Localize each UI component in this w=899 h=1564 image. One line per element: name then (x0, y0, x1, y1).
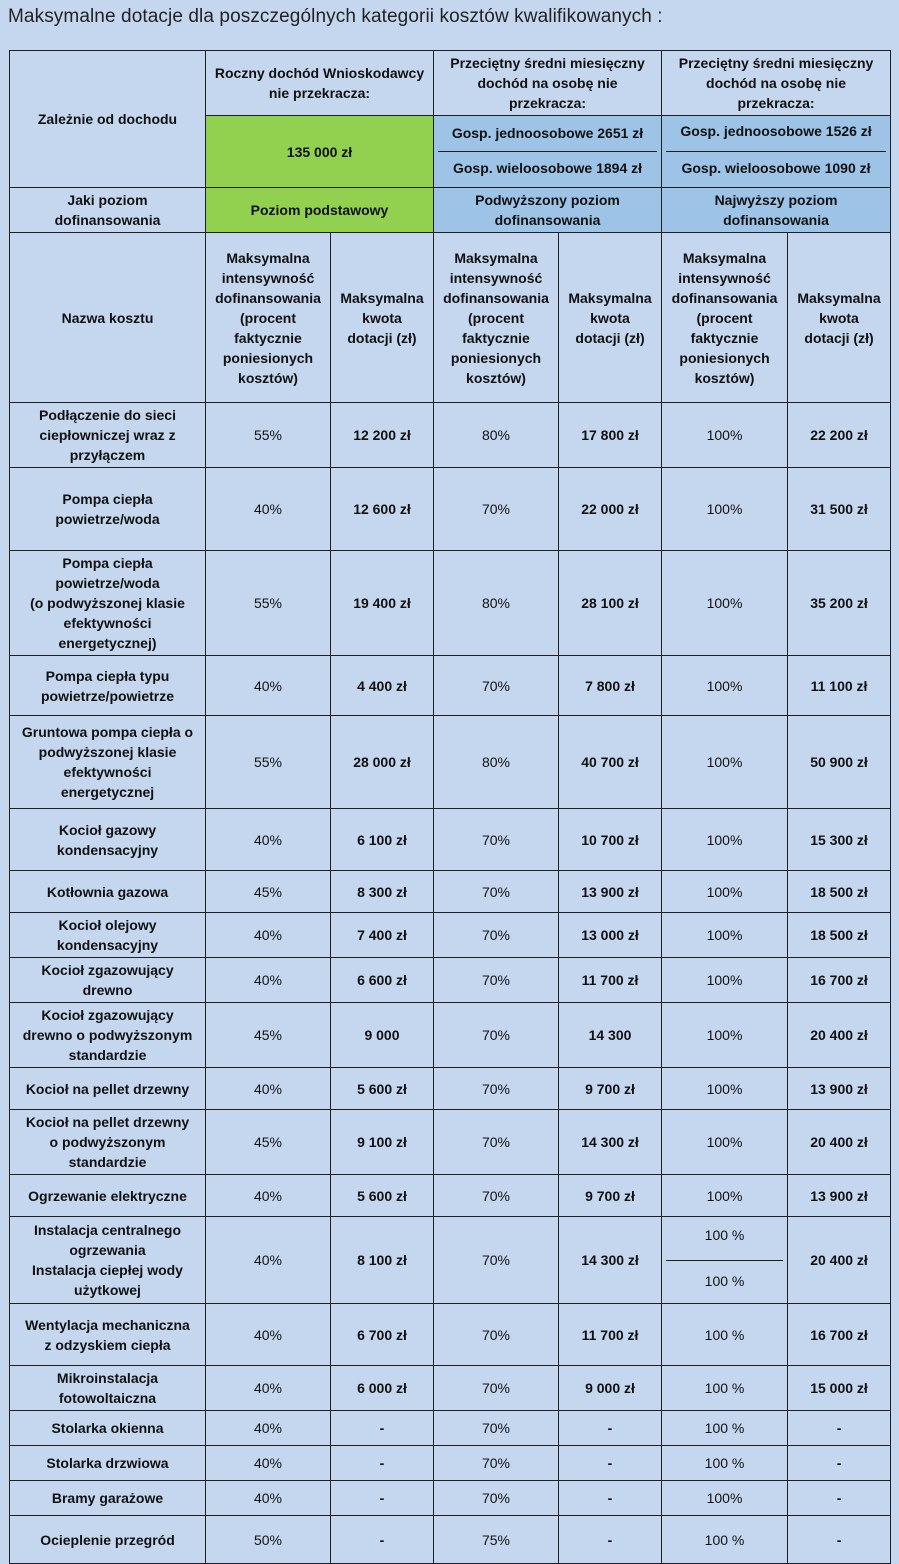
funding-level-label: Jaki poziom dofinansowania (10, 188, 206, 233)
raised-amount-cell: 14 300 zł (559, 1217, 662, 1304)
highest-intensity-cell: 100 % (662, 1411, 788, 1446)
raised-amount-cell: 13 900 zł (559, 871, 662, 913)
highest-amount-cell: - (788, 1481, 891, 1516)
basic-amount-cell: - (331, 1516, 434, 1564)
basic-amount-cell: 28 000 zł (331, 716, 434, 809)
income-threshold-basic: 135 000 zł (206, 116, 434, 188)
table-row (10, 809, 891, 871)
raised-amount-cell: 11 700 zł (559, 1304, 662, 1366)
basic-intensity-cell: 40% (206, 1446, 331, 1481)
level-raised: Podwyższony poziom dofinansowania (434, 188, 662, 233)
cost-name-line: powietrze/woda (55, 575, 160, 591)
cost-name-line: o podwyższonym (49, 1134, 166, 1150)
cost-name-line: kondensacyjny (56, 937, 159, 953)
cost-name-line: Kotłownia gazowa (46, 883, 169, 900)
raised-amount-cell: 28 100 zł (559, 551, 662, 656)
raised-amount-cell: - (559, 1481, 662, 1516)
cost-name-cell (10, 716, 206, 809)
cost-name-header: Nazwa kosztu (10, 233, 206, 403)
basic-amount-cell: 4 400 zł (331, 656, 434, 716)
basic-intensity-cell: 45% (206, 1110, 331, 1175)
highest-intensity-cell: 100% (662, 871, 788, 913)
cost-name-line: kondensacyjny (56, 841, 159, 858)
highest-amount-cell: 11 100 zł (788, 656, 891, 716)
basic-intensity-cell: 45% (206, 871, 331, 913)
cost-name-line: Stolarka okienna (51, 1420, 164, 1436)
basic-intensity-cell: 40% (206, 1411, 331, 1446)
highest-amount-cell: - (788, 1516, 891, 1564)
highest-amount-cell: 13 900 zł (788, 1175, 891, 1217)
income-threshold-highest: Gosp. jednoosobowe 1526 zł Gosp. wieloosobowe 1090 zł (662, 116, 891, 188)
highest-amount-cell: 31 500 zł (788, 468, 891, 551)
cost-name-cell (10, 1516, 206, 1564)
cost-name-cell (10, 1411, 206, 1446)
highest-intensity-cell: 100% (662, 1110, 788, 1175)
header-row-levels (10, 188, 891, 233)
header-line: dofinansowania (671, 289, 778, 306)
highest-intensity-cell: 100% (662, 809, 788, 871)
basic-amount-cell: 12 200 zł (331, 403, 434, 468)
cost-name-line: Kocioł olejowy (58, 917, 157, 933)
header-line: Maksymalna (454, 249, 538, 266)
highest-intensity-cell: 100% (662, 913, 788, 958)
highest-intensity-cell: 100% (662, 656, 788, 716)
header-line: kosztów) (694, 369, 755, 386)
raised-intensity-cell: 70% (434, 913, 559, 958)
highest-intensity-value: 100 % (666, 1219, 783, 1261)
basic-amount-cell: 6 100 zł (331, 809, 434, 871)
intensity-header-basic (206, 233, 331, 403)
amount-header-raised (559, 233, 662, 403)
raised-amount-cell: 9 700 zł (559, 1068, 662, 1110)
cost-name-line: powietrze/powietrze (40, 687, 175, 704)
raised-intensity-cell: 80% (434, 551, 559, 656)
basic-intensity-cell: 40% (206, 656, 331, 716)
cost-name-line: Kocioł zgazowujący (41, 962, 174, 978)
highest-amount-cell: 16 700 zł (788, 1304, 891, 1366)
basic-intensity-cell: 40% (206, 1175, 331, 1217)
cost-name-cell (10, 468, 206, 551)
annual-income-header: Roczny dochód Wnioskodawcy nie przekracza: (206, 51, 434, 116)
highest-amount-cell: 50 900 zł (788, 716, 891, 809)
basic-intensity-cell: 40% (206, 1366, 331, 1411)
level-basic: Poziom podstawowy (206, 188, 434, 233)
basic-intensity-cell: 50% (206, 1516, 331, 1564)
highest-amount-cell: 18 500 zł (788, 913, 891, 958)
raised-intensity-cell: 70% (434, 1217, 559, 1304)
basic-amount-cell: 7 400 zł (331, 913, 434, 958)
cost-name-line: Podłączenie do sieci (39, 407, 176, 423)
header-line: poniesionych (222, 349, 314, 366)
cost-name-line: przyłączem (69, 447, 146, 463)
basic-intensity-cell: 40% (206, 958, 331, 1003)
cost-name-cell (10, 871, 206, 913)
header-line: faktycznie (234, 329, 302, 346)
header-line: dotacji (zł) (347, 329, 417, 346)
highest-intensity-cell: 100% (662, 468, 788, 551)
raised-intensity-cell: 70% (434, 1411, 559, 1446)
header-line: Maksymalna (568, 289, 652, 306)
table-row (10, 1068, 891, 1110)
cost-name-line: Ocieplenie przegród (40, 1531, 175, 1548)
cost-name-cell (10, 1481, 206, 1516)
basic-intensity-cell: 40% (206, 1481, 331, 1516)
cost-name-line: energetycznej) (58, 635, 157, 651)
highest-intensity-cell: 100% (662, 1068, 788, 1110)
table-row (10, 1304, 891, 1366)
header-line: Maksymalna (682, 249, 767, 266)
cost-name-line: Wentylacja mechaniczna (25, 1316, 190, 1333)
highest-amount-cell: 15 300 zł (788, 809, 891, 871)
header-line: (procent (240, 309, 296, 326)
table-row (10, 1481, 891, 1516)
cost-name-line: Kocioł na pellet drzewny (25, 1080, 190, 1097)
cost-name-line: Pompa ciepła typu (45, 667, 170, 684)
highest-amount-cell: 22 200 zł (788, 403, 891, 468)
cost-name-cell (10, 809, 206, 871)
basic-amount-cell: - (331, 1481, 434, 1516)
cost-name-cell (10, 1003, 206, 1068)
cost-name-line: Ogrzewanie elektryczne (28, 1187, 187, 1204)
cost-name-line: fotowoltaiczna (58, 1390, 157, 1406)
raised-intensity-cell: 70% (434, 1366, 559, 1411)
cost-name-cell (10, 1068, 206, 1110)
header-line: kwota (362, 309, 402, 326)
cost-name-line: Gruntowa pompa ciepła o (21, 724, 194, 740)
basic-intensity-cell: 40% (206, 1068, 331, 1110)
table-row (10, 1446, 891, 1481)
table-row (10, 1411, 891, 1446)
basic-amount-cell: - (331, 1446, 434, 1481)
subsidy-table (9, 50, 891, 1564)
cost-name-line: Instalacja centralnego (33, 1222, 182, 1238)
raised-amount-cell: 13 000 zł (559, 913, 662, 958)
raised-intensity-cell: 70% (434, 468, 559, 551)
table-row (10, 551, 891, 656)
cost-name-cell (10, 958, 206, 1003)
table-row (10, 958, 891, 1003)
header-line: Maksymalna (226, 249, 310, 266)
cost-name-line: Bramy garażowe (51, 1490, 164, 1506)
header-line: Maksymalna (797, 289, 881, 306)
cost-name-line: standardzie (68, 1047, 147, 1063)
highest-intensity-cell: 100% (662, 403, 788, 468)
highest-intensity-cell: 100 % (662, 1304, 788, 1366)
raised-intensity-cell: 70% (434, 1481, 559, 1516)
highest-intensity-cell (662, 1217, 788, 1304)
highest-intensity-cell: 100% (662, 1481, 788, 1516)
highest-amount-cell: 18 500 zł (788, 871, 891, 913)
cost-name-cell (10, 1217, 206, 1304)
basic-amount-cell: 5 600 zł (331, 1175, 434, 1217)
highest-amount-cell: 15 000 zł (788, 1366, 891, 1411)
cost-name-line: ciepłowniczej wraz z (39, 427, 176, 443)
raised-intensity-cell: 80% (434, 716, 559, 809)
cost-name-cell (10, 656, 206, 716)
cost-name-line: ogrzewania (69, 1242, 146, 1258)
intensity-header-highest (662, 233, 788, 403)
cost-name-line: Instalacja ciepłej wody (32, 1262, 183, 1278)
raised-intensity-cell: 70% (434, 656, 559, 716)
table-row (10, 1003, 891, 1068)
level-highest: Najwyższy poziom dofinansowania (662, 188, 891, 233)
header-line: dofinansowania (215, 289, 321, 306)
cost-name-line: podwyższonej klasie (38, 744, 177, 760)
basic-intensity-cell: 40% (206, 1304, 331, 1366)
raised-amount-cell: 9 700 zł (559, 1175, 662, 1217)
raised-amount-cell: 17 800 zł (559, 403, 662, 468)
header-line: dotacji (zł) (804, 329, 874, 346)
cost-name-line: efektywności (63, 764, 152, 780)
header-row-income (10, 51, 891, 116)
header-line: dofinansowania (443, 289, 549, 306)
cost-name-line: z odzyskiem ciepła (44, 1336, 171, 1353)
highest-amount-cell: 20 400 zł (788, 1217, 891, 1304)
table-row (10, 468, 891, 551)
raised-intensity-cell: 75% (434, 1516, 559, 1564)
basic-amount-cell: 6 700 zł (331, 1304, 434, 1366)
cost-name-line: Mikroinstalacja (56, 1370, 159, 1386)
raised-intensity-cell: 70% (434, 1068, 559, 1110)
basic-intensity-cell: 55% (206, 716, 331, 809)
cost-name-cell (10, 1110, 206, 1175)
raised-amount-cell: 14 300 zł (559, 1110, 662, 1175)
header-line: poniesionych (450, 349, 542, 366)
raised-intensity-cell: 70% (434, 809, 559, 871)
cost-name-cell (10, 1304, 206, 1366)
table-row (10, 913, 891, 958)
highest-amount-cell: 16 700 zł (788, 958, 891, 1003)
table-row (10, 403, 891, 468)
highest-amount-cell: 20 400 zł (788, 1110, 891, 1175)
highest-amount-cell: - (788, 1411, 891, 1446)
cost-name-line: energetycznej (60, 784, 155, 800)
highest-amount-cell: - (788, 1446, 891, 1481)
raised-amount-cell: - (559, 1516, 662, 1564)
raised-amount-cell: 11 700 zł (559, 958, 662, 1003)
header-line: intensywność (449, 269, 543, 286)
basic-intensity-cell: 55% (206, 403, 331, 468)
raised-intensity-cell: 70% (434, 1110, 559, 1175)
highest-intensity-cell: 100% (662, 1003, 788, 1068)
page-title: Maksymalne dotacje dla poszczególnych kategorii kosztów kwalifikowanych : (8, 6, 663, 27)
table-row (10, 656, 891, 716)
header-line: faktycznie (462, 329, 530, 346)
table-row (10, 1366, 891, 1411)
basic-amount-cell: 5 600 zł (331, 1068, 434, 1110)
highest-intensity-cell: 100% (662, 551, 788, 656)
basic-amount-cell: 12 600 zł (331, 468, 434, 551)
header-line: (procent (468, 309, 524, 326)
cost-name-line: efektywności (63, 615, 152, 631)
table-row (10, 1175, 891, 1217)
cost-name-cell (10, 1366, 206, 1411)
table-row (10, 871, 891, 913)
cost-name-cell (10, 913, 206, 958)
highest-intensity-cell: 100 % (662, 1446, 788, 1481)
cost-name-line: użytkowej (74, 1282, 141, 1298)
header-line: kwota (590, 309, 630, 326)
basic-intensity-cell: 45% (206, 1003, 331, 1068)
intensity-header-raised (434, 233, 559, 403)
basic-amount-cell: 9 000 (331, 1003, 434, 1068)
raised-amount-cell: 22 000 zł (559, 468, 662, 551)
highest-intensity-cell: 100% (662, 716, 788, 809)
cost-name-cell (10, 1446, 206, 1481)
highest-intensity-cell: 100% (662, 1175, 788, 1217)
table-row (10, 1110, 891, 1175)
basic-amount-cell: - (331, 1411, 434, 1446)
raised-intensity-cell: 70% (434, 1003, 559, 1068)
cost-name-line: Stolarka drzwiowa (46, 1455, 169, 1471)
basic-intensity-cell: 40% (206, 1217, 331, 1304)
highest-amount-cell: 35 200 zł (788, 551, 891, 656)
raised-amount-cell: - (559, 1411, 662, 1446)
basic-amount-cell: 8 300 zł (331, 871, 434, 913)
highest-intensity-cell: 100% (662, 958, 788, 1003)
highest-intensity-cell: 100 % (662, 1366, 788, 1411)
header-line: faktycznie (690, 329, 759, 346)
basic-intensity-cell: 55% (206, 551, 331, 656)
cost-name-cell (10, 403, 206, 468)
highest-intensity-cell: 100 % (662, 1516, 788, 1564)
highest-intensity-value: 100 % (704, 1273, 745, 1289)
basic-amount-cell: 8 100 zł (331, 1217, 434, 1304)
cost-name-line: Pompa ciepła (62, 491, 153, 507)
header-line: intensywność (678, 269, 771, 286)
basic-intensity-cell: 40% (206, 468, 331, 551)
raised-intensity-cell: 70% (434, 1446, 559, 1481)
avg-income-highest-header: Przeciętny średni miesięczny dochód na osobę nie przekracza: (662, 51, 891, 116)
raised-intensity-cell: 80% (434, 403, 559, 468)
raised-amount-cell: 9 000 zł (559, 1366, 662, 1411)
header-line: (procent (696, 309, 753, 326)
cost-name-line: Kocioł na pellet drzewny (25, 1114, 190, 1130)
amount-header-highest (788, 233, 891, 403)
raised-amount-cell: 10 700 zł (559, 809, 662, 871)
cost-name-line: powietrze/woda (55, 511, 160, 527)
raised-intensity-cell: 70% (434, 1304, 559, 1366)
header-line: dotacji (zł) (575, 329, 645, 346)
cost-name-cell (10, 1175, 206, 1217)
cost-name-line: drewno o podwyższonym (22, 1027, 193, 1043)
cost-name-line: Pompa ciepła (62, 555, 153, 571)
highest-amount-cell: 20 400 zł (788, 1003, 891, 1068)
raised-amount-cell: 40 700 zł (559, 716, 662, 809)
raised-intensity-cell: 70% (434, 1175, 559, 1217)
header-line: kosztów) (238, 369, 298, 386)
basic-amount-cell: 19 400 zł (331, 551, 434, 656)
raised-amount-cell: 14 300 (559, 1003, 662, 1068)
highest-amount-cell: 13 900 zł (788, 1068, 891, 1110)
cost-name-line: drewno (82, 982, 133, 998)
basic-amount-cell: 6 000 zł (331, 1366, 434, 1411)
cost-name-cell (10, 551, 206, 656)
raised-amount-cell: - (559, 1446, 662, 1481)
basic-intensity-cell: 40% (206, 913, 331, 958)
basic-amount-cell: 6 600 zł (331, 958, 434, 1003)
cost-name-line: Kocioł zgazowujący (41, 1007, 174, 1023)
header-row-columns (10, 233, 891, 403)
raised-intensity-cell: 70% (434, 958, 559, 1003)
cost-name-line: Kocioł gazowy (58, 821, 157, 838)
cost-name-line: (o podwyższonej klasie (30, 595, 185, 611)
header-line: kosztów) (466, 369, 526, 386)
cost-name-line: standardzie (68, 1154, 147, 1170)
table-row (10, 1217, 891, 1304)
table-row (10, 716, 891, 809)
header-line: poniesionych (679, 349, 770, 366)
avg-income-raised-header: Przeciętny średni miesięczny dochód na osobę nie przekracza: (434, 51, 662, 116)
amount-header-basic (331, 233, 434, 403)
income-threshold-raised: Gosp. jednoosobowe 2651 zł Gosp. wieloosobowe 1894 zł (434, 116, 662, 188)
basic-amount-cell: 9 100 zł (331, 1110, 434, 1175)
basic-intensity-cell: 40% (206, 809, 331, 871)
header-line: Maksymalna (340, 289, 424, 306)
raised-amount-cell: 7 800 zł (559, 656, 662, 716)
depends-on-income-label: Zależnie od dochodu (10, 51, 206, 188)
header-line: intensywność (221, 269, 315, 286)
table-row (10, 1516, 891, 1564)
raised-intensity-cell: 70% (434, 871, 559, 913)
header-line: kwota (819, 309, 859, 326)
